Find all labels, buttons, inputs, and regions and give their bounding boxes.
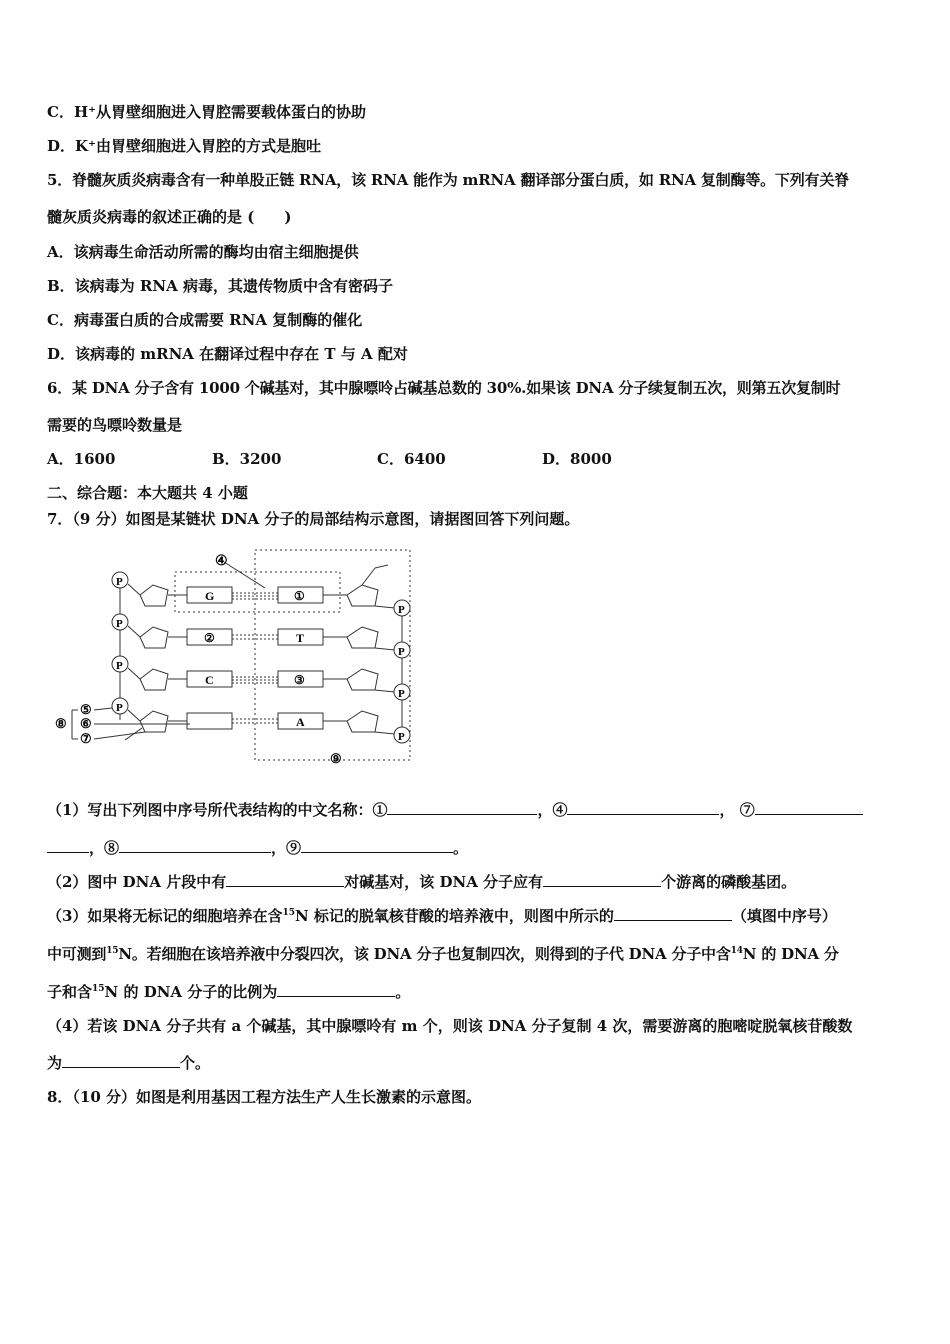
q6-stem-line1: 6．某 DNA 分子含有 1000 个碱基对，其中腺嘌呤占碱基总数的 30%.如果该 DNA 分子续复制五次，则第五次复制时 — [47, 379, 841, 397]
q7-part3-line1: （3）如果将无标记的细胞培养在含$^{15}$N 标记的脱氧核苷酸的培养液中，则图中所示的 （填图中序号） — [47, 907, 837, 925]
q6-option-d: D．8000 — [542, 450, 612, 468]
phosphate-label: P — [116, 618, 123, 630]
phosphate-label: P — [116, 702, 123, 714]
q7-part1-line2: ，⑧ ，⑨ 。 — [47, 838, 468, 858]
q6-stem-line2: 需要的鸟嘌呤数量是 — [47, 416, 183, 434]
phosphate-label: P — [398, 646, 405, 658]
phosphate-label: P — [116, 576, 123, 588]
q7-stem: 7．（9 分）如图是某链状 DNA 分子的局部结构示意图，请据图回答下列问题。 — [47, 510, 580, 528]
answer-blank-ratio[interactable] — [277, 982, 395, 997]
q5-option-d: D．该病毒的 mRNA 在翻译过程中存在 T 与 A 配对 — [47, 345, 408, 363]
right-nucleotide-4 — [278, 711, 410, 743]
q5-option-b: B．该病毒为 RNA 病毒，其遗传物质中含有密码子 — [47, 277, 393, 295]
label-6: ⑥ — [80, 716, 92, 731]
phosphate-label: P — [398, 688, 405, 700]
phosphate-label: P — [116, 660, 123, 672]
left-nucleotide-3 — [112, 656, 232, 690]
left-base-3: C — [205, 673, 214, 687]
left-nucleotide-1 — [112, 572, 232, 606]
label-7: ⑦ — [80, 731, 92, 746]
q5-stem-line1: 5．脊髓灰质炎病毒含有一种单股正链 RNA，该 RNA 能作为 mRNA 翻译部分蛋白质，如 RNA 复制酶等。下列有关脊 — [47, 171, 849, 189]
left-base-2: ② — [204, 631, 215, 645]
right-nucleotide-3 — [278, 669, 410, 700]
q6-option-c: C．6400 — [377, 450, 446, 468]
label-8: ⑧ — [55, 716, 67, 731]
q7-part1-line1: （1）写出下列图中序号所代表结构的中文名称：① ，④ ， ⑦ — [47, 800, 863, 820]
section-heading: 二、综合题：本大题共 4 小题 — [47, 484, 248, 502]
answer-blank-7-cont[interactable] — [47, 838, 89, 853]
q7-part3-line3: 子和含$^{15}$N 的 DNA 分子的比例为 。 — [47, 983, 411, 1001]
right-base-4: A — [296, 715, 305, 729]
phosphate-label: P — [398, 731, 405, 743]
answer-blank-4[interactable] — [567, 800, 719, 815]
right-nucleotide-1 — [278, 565, 410, 616]
label-4: ④ — [215, 554, 228, 569]
nucleotide-labels — [55, 702, 342, 766]
q5-option-a: A．该病毒生命活动所需的酶均由宿主细胞提供 — [47, 243, 359, 261]
label-5: ⑤ — [80, 702, 92, 717]
answer-blank-phosphates[interactable] — [543, 872, 661, 887]
label-4-pointer — [224, 562, 265, 588]
q7-part4-line2: 为 个。 — [47, 1054, 211, 1072]
left-base-1: G — [205, 589, 215, 603]
answer-blank-labeled[interactable] — [614, 906, 732, 921]
q8-stem: 8．（10 分）如图是利用基因工程方法生产人生长激素的示意图。 — [47, 1088, 482, 1106]
right-base-1: ① — [294, 589, 305, 603]
answer-blank-base-pairs[interactable] — [226, 872, 344, 887]
answer-blank-8[interactable] — [119, 838, 271, 853]
answer-blank-9[interactable] — [301, 838, 453, 853]
q4-option-c: C．H⁺从胃壁细胞进入胃腔需要载体蛋白的协助 — [47, 103, 367, 121]
q5-option-c: C．病毒蛋白质的合成需要 RNA 复制酶的催化 — [47, 311, 363, 329]
right-base-2: T — [296, 631, 305, 645]
q7-part2: （2）图中 DNA 片段中有 对碱基对，该 DNA 分子应有 个游离的磷酸基团。 — [47, 873, 797, 891]
q6-option-a: A．1600 — [47, 450, 116, 468]
q7-part4-line1: （4）若该 DNA 分子共有 a 个碱基，其中腺嘌呤有 m 个，则该 DNA 分子复制 4 次，需要游离的胞嘧啶脱氧核苷酸数 — [47, 1017, 853, 1035]
answer-blank-7[interactable] — [755, 800, 863, 815]
right-base-3: ③ — [294, 673, 305, 687]
left-nucleotide-2 — [112, 614, 232, 648]
answer-blank-1[interactable] — [387, 800, 537, 815]
right-nucleotide-2 — [278, 627, 410, 658]
q4-option-d: D．K⁺由胃壁细胞进入胃腔的方式是胞吐 — [47, 137, 321, 155]
q7-part3-line2: 中可测到$^{15}$N。若细胞在该培养液中分裂四次，该 DNA 分子也复制四次，则得到的子代 DNA 分子中含$^{14}$N 的 DNA 分 — [47, 945, 839, 963]
q6-option-b: B．3200 — [212, 450, 282, 468]
label-9: ⑨ — [330, 751, 342, 766]
left-strand — [112, 572, 232, 740]
answer-blank-cytosine[interactable] — [62, 1053, 180, 1068]
dna-structure-diagram — [50, 540, 430, 770]
q5-stem-line2: 髓灰质炎病毒的叙述正确的是 ( ) — [47, 208, 292, 226]
right-strand — [278, 565, 410, 743]
phosphate-label: P — [398, 604, 405, 616]
